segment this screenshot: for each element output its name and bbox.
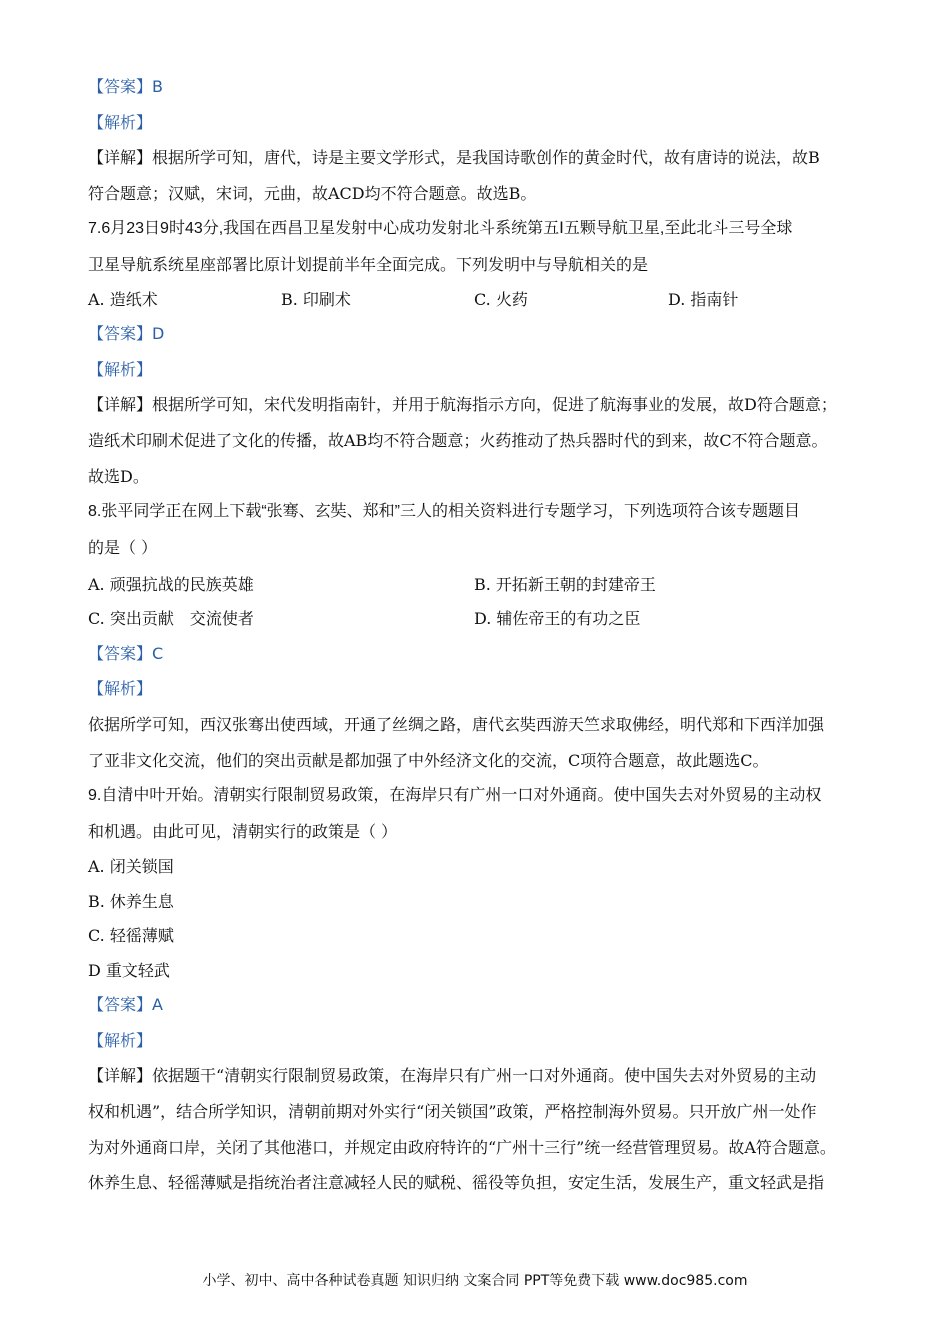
q9-stem: 和机遇。由此可见，清朝实行的政策是（ ） <box>88 822 398 841</box>
q9-option-b: B. 休养生息 <box>88 892 174 911</box>
q7-detail-line: 故选D。 <box>88 467 149 486</box>
page-footer: 小学、初中、高中各种试卷真题 知识归纳 文案合同 PPT等免费下载 www.doc985.com <box>202 1273 748 1289</box>
q9-detail-line: 休养生息、轻徭薄赋是指统治者注意减轻人民的赋税、徭役等负担，安定生活，发展生产，重文轻武是指 <box>88 1173 825 1192</box>
q8-option-b: B. 开拓新王朝的封建帝王 <box>474 575 656 594</box>
q8-detail-line: 了亚非文化交流，他们的突出贡献是都加强了中外经济文化的交流，C项符合题意，故此题选C。 <box>88 751 769 770</box>
q7-option-d: D. 指南针 <box>668 290 739 309</box>
q6-detail-line: 符合题意；汉赋，宋词，元曲，故ACD均不符合题意。故选B。 <box>88 184 537 203</box>
q9-option-c: C. 轻徭薄赋 <box>88 926 174 945</box>
q9-option-a: A. 闭关锁国 <box>88 857 174 876</box>
q8-detail-line: 依据所学可知，西汉张骞出使西域，开通了丝绸之路，唐代玄奘西游天竺求取佛经，明代郑和下西洋加强 <box>88 715 825 734</box>
q9-answer: 【答案】A <box>88 995 163 1014</box>
q8-option-d: D. 辅佐帝王的有功之臣 <box>474 609 641 628</box>
q9-option-d: D 重文轻武 <box>88 961 170 980</box>
q8-stem: 8.张平同学正在网上下载“张骞、玄奘、郑和”三人的相关资料进行专题学习，下列选项符合该专题题目 <box>88 503 801 520</box>
q8-analysis-label: 【解析】 <box>88 679 153 698</box>
q8-option-a: A. 顽强抗战的民族英雄 <box>88 575 254 594</box>
q9-analysis-label: 【解析】 <box>88 1031 153 1050</box>
q8-option-c: C. 突出贡献 交流使者 <box>88 609 254 628</box>
q6-analysis-label: 【解析】 <box>88 113 153 132</box>
q7-detail-line: 【详解】根据所学可知，宋代发明指南针，并用于航海指示方向，促进了航海事业的发展，故D符合题意； <box>88 395 837 414</box>
q6-answer: 【答案】B <box>88 77 163 96</box>
q7-stem: 7.6月23日9时43分,我国在西昌卫星发射中心成功发射北斗系统第五Ⅰ五颗导航卫星,至此北斗三号全球 <box>88 220 793 237</box>
q8-answer: 【答案】C <box>88 644 164 663</box>
q7-option-a: A. 造纸术 <box>88 290 158 309</box>
q9-detail-line: 为对外通商口岸，关闭了其他港口，并规定由政府特许的“广州十三行”统一经营管理贸易。故A符合题意。 <box>88 1138 836 1157</box>
q7-stem: 卫星导航系统星座部署比原计划提前半年全面完成。下列发明中与导航相关的是 <box>88 255 649 274</box>
q8-stem: 的是（ ） <box>88 538 158 557</box>
q7-answer: 【答案】D <box>88 324 165 343</box>
q7-detail-line: 造纸术印刷术促进了文化的传播，故AB均不符合题意；火药推动了热兵器时代的到来，故C不符合题意。 <box>88 431 828 450</box>
q9-stem: 9.自清中叶开始。清朝实行限制贸易政策，在海岸只有广州一口对外通商。使中国失去对外贸易的主动权 <box>88 787 822 804</box>
q7-option-b: B. 印刷术 <box>281 290 351 309</box>
q7-option-c: C. 火药 <box>474 290 528 309</box>
q7-analysis-label: 【解析】 <box>88 360 153 379</box>
q6-detail-line: 【详解】根据所学可知，唐代，诗是主要文学形式，是我国诗歌创作的黄金时代，故有唐诗的说法，故B <box>88 148 820 167</box>
q9-detail-line: 权和机遇”，结合所学知识，清朝前期对外实行“闭关锁国”政策，严格控制海外贸易。只开放广州一处作 <box>88 1102 817 1121</box>
q9-detail-line: 【详解】依据题干“清朝实行限制贸易政策，在海岸只有广州一口对外通商。使中国失去对外贸易的主动 <box>88 1066 817 1085</box>
